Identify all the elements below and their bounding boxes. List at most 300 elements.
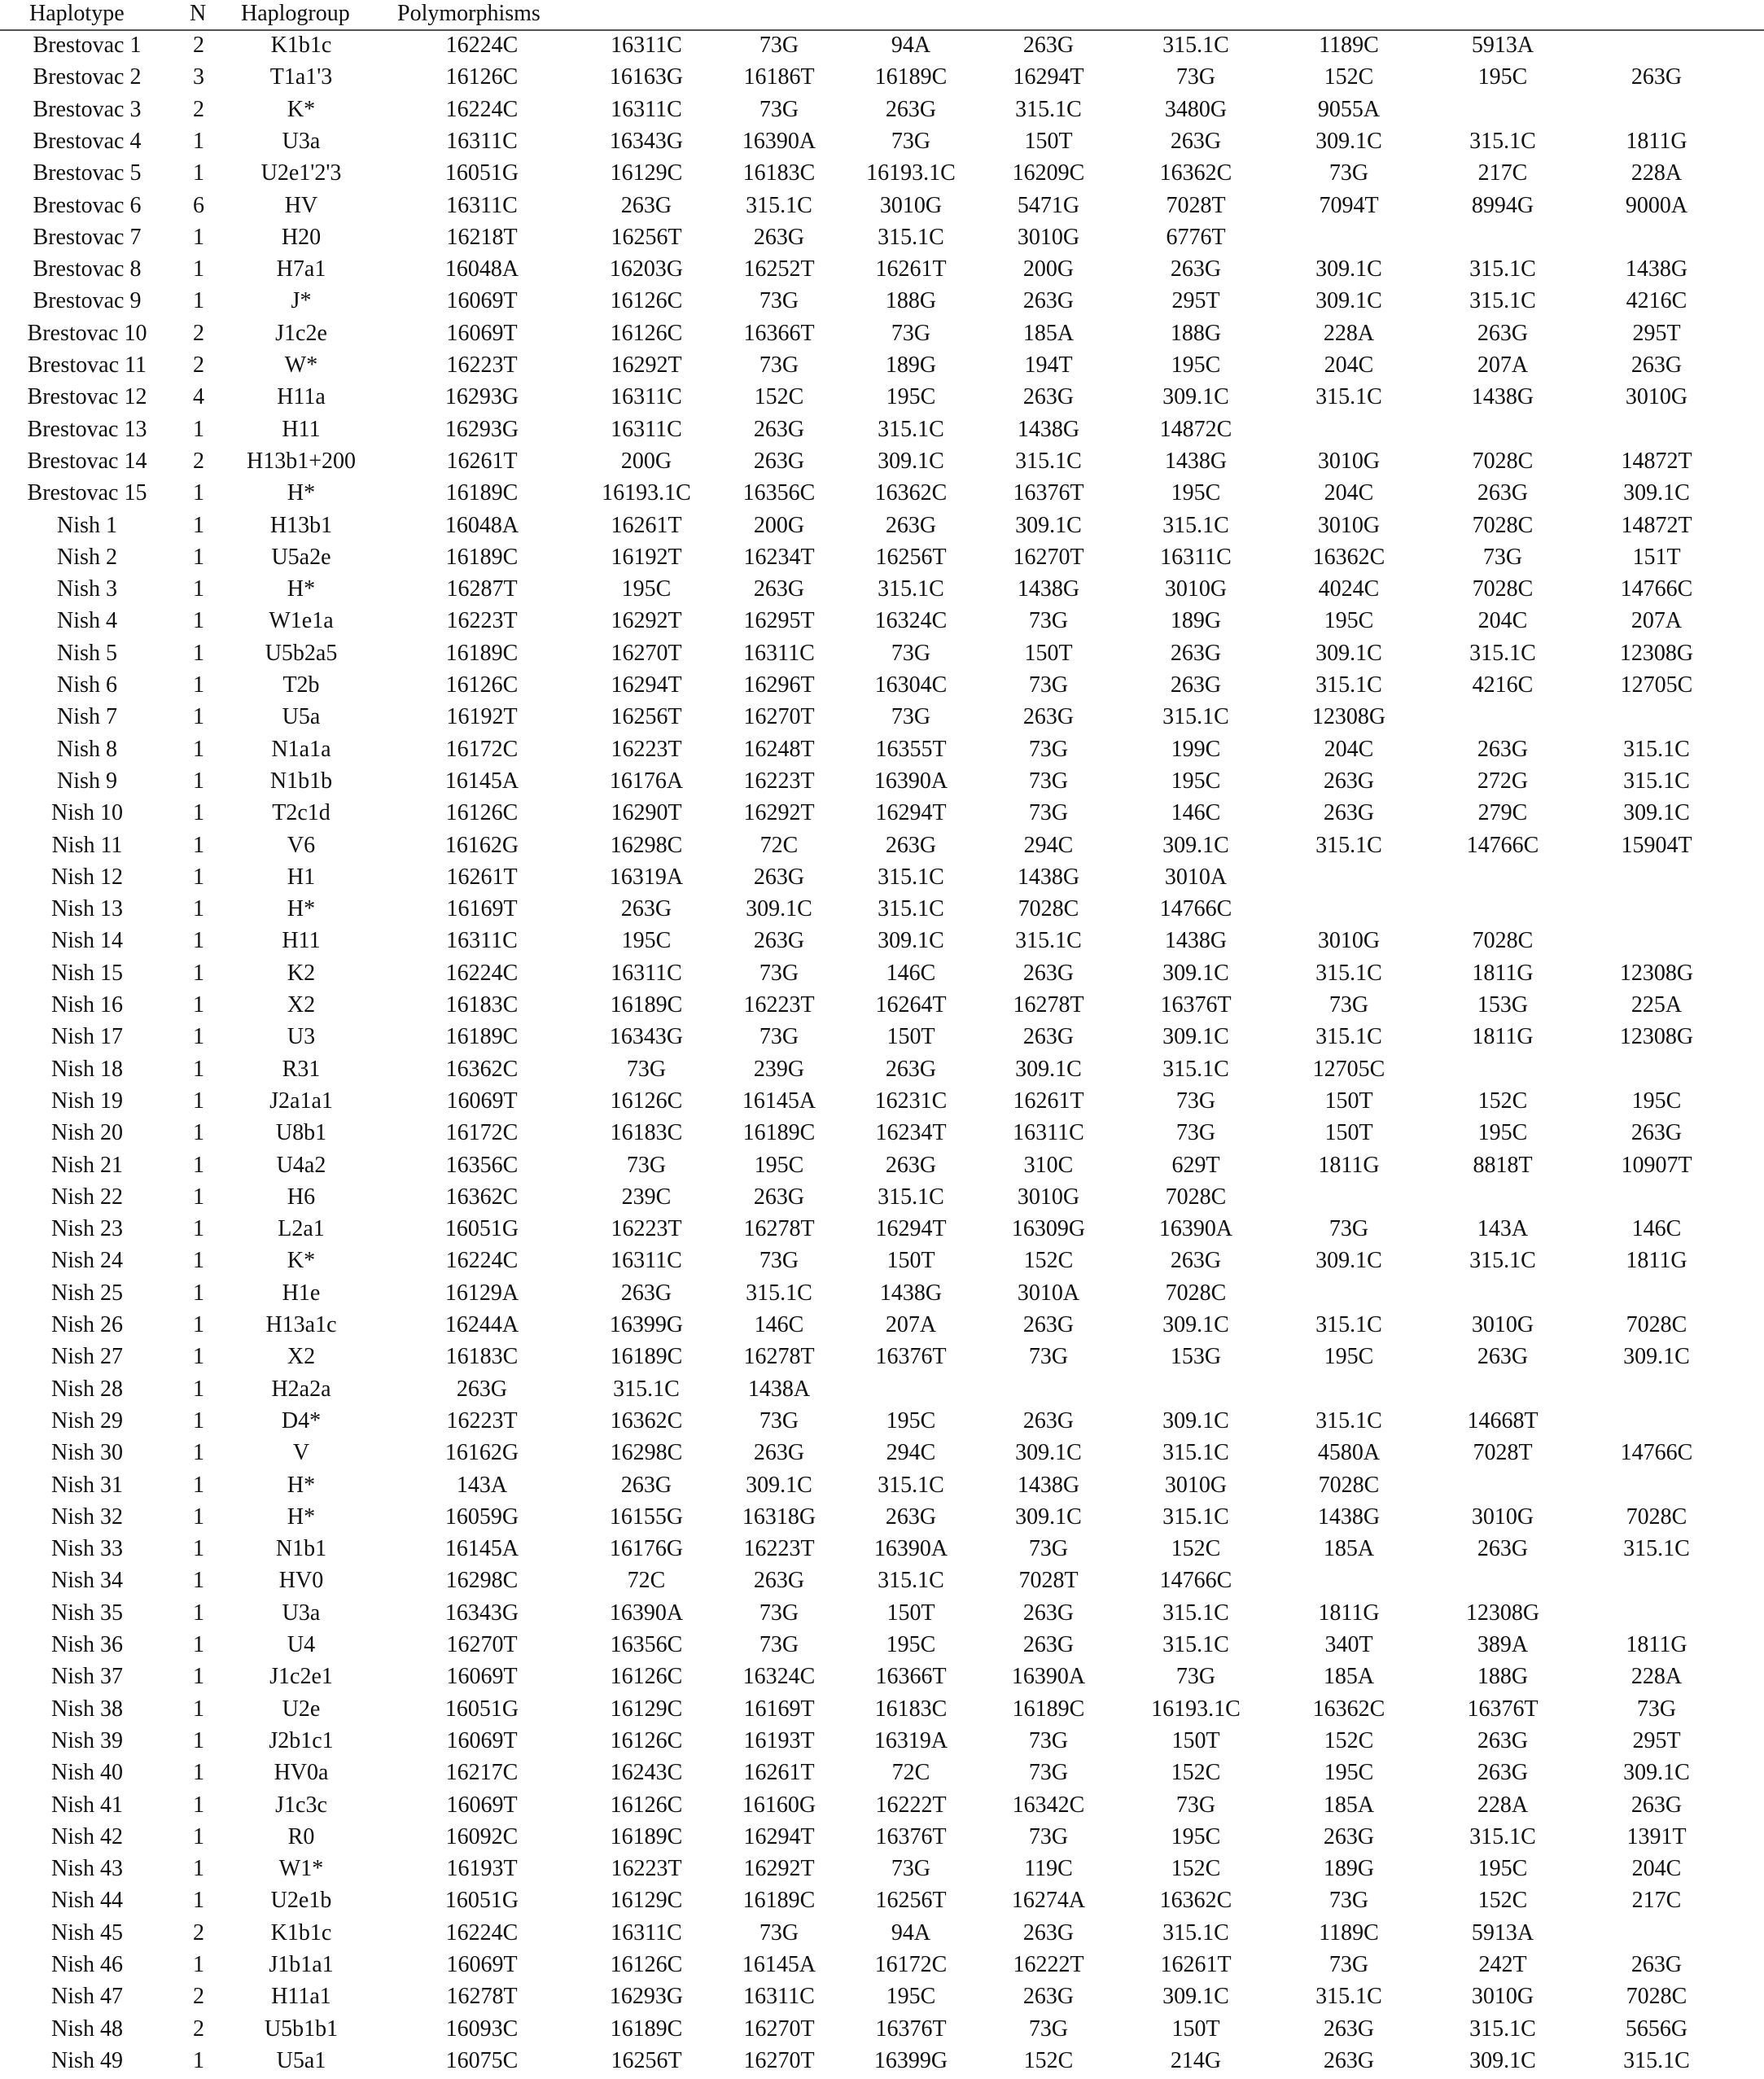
polymorphism-cell: 1438G [1017,864,1080,890]
polymorphism-cell: 14766C [1620,1440,1693,1466]
polymorphism-cell: 73G [1028,1727,1069,1753]
polymorphism-cell: 16293G [444,384,519,410]
haplogroup-cell: U5a1 [276,2047,326,2073]
haplogroup-cell: U4a2 [276,1152,326,1178]
haplotype-cell: Brestovac 2 [33,64,142,90]
n-cell: 4 [193,384,204,410]
polymorphism-cell: 16256T [875,1888,947,1914]
polymorphism-cell: 309.1C [1162,960,1229,986]
table-row [0,925,1764,956]
polymorphism-cell: 73G [1028,768,1069,794]
polymorphism-cell: 152C [1023,2047,1074,2073]
polymorphism-cell: 16390A [609,1600,684,1626]
polymorphism-cell: 16293G [444,416,519,442]
polymorphism-cell: 152C [1477,1088,1528,1114]
polymorphism-cell: 14766C [1159,1568,1232,1594]
n-cell: 1 [193,672,204,698]
polymorphism-cell: 16311C [611,1248,682,1274]
n-cell: 1 [193,768,204,794]
polymorphism-cell: 16362C [1312,544,1385,570]
polymorphism-cell: 1811G [1626,128,1687,154]
polymorphism-cell: 239C [621,1184,672,1210]
table-row [0,1757,1764,1788]
polymorphism-cell: 7028C [1626,1503,1687,1530]
haplotype-cell: Nish 28 [51,1376,123,1402]
polymorphism-cell: 263G [1323,1823,1375,1849]
polymorphism-cell: 14766C [1466,832,1539,858]
table-row [0,1405,1764,1437]
polymorphism-cell: 16162G [444,832,519,858]
haplogroup-cell: U5a2e [271,544,331,570]
polymorphism-cell: 263G [1477,320,1529,346]
polymorphism-cell: 263G [1630,1952,1683,1977]
polymorphism-cell: 189G [1170,608,1222,634]
haplotype-cell: Brestovac 15 [27,480,147,506]
polymorphism-cell: 263G [753,1568,805,1594]
polymorphism-cell: 315.1C [1162,1919,1229,1946]
polymorphism-cell: 16256T [611,704,682,730]
polymorphism-cell: 16390A [873,1536,948,1562]
polymorphism-cell: 16261T [611,512,682,538]
polymorphism-cell: 7028C [1165,1184,1227,1210]
polymorphism-cell: 15904T [1621,832,1692,858]
polymorphism-cell: 73G [1028,608,1069,634]
table-row [0,1469,1764,1501]
polymorphism-cell: 263G [885,1152,937,1178]
polymorphism-cell: 73G [1328,1888,1369,1914]
table-row [0,285,1764,317]
polymorphism-cell: 16362C [1312,1696,1385,1722]
n-cell: 2 [193,320,204,346]
n-cell: 1 [193,800,204,826]
polymorphism-cell: 73G [891,1856,931,1882]
polymorphism-cell: 73G [759,33,799,58]
polymorphism-cell: 16126C [445,800,519,826]
haplogroup-cell: D4* [281,1407,322,1433]
polymorphism-cell: 73G [759,96,799,122]
table-row [0,510,1764,541]
haplogroup-cell: H11 [282,416,321,442]
polymorphism-cell: 16223T [446,1407,518,1433]
polymorphism-cell: 263G [1477,1760,1529,1786]
haplogroup-cell: U2e1b [270,1888,332,1914]
haplotype-cell: Nish 20 [51,1120,123,1146]
n-cell: 1 [193,480,204,506]
haplogroup-cell: W* [284,352,318,378]
polymorphism-cell: 315.1C [1469,256,1536,282]
n-cell: 1 [193,704,204,730]
polymorphism-cell: 1438G [1017,576,1080,602]
haplotype-cell: Nish 17 [51,1024,123,1050]
polymorphism-cell: 315.1C [1162,704,1229,730]
polymorphism-cell: 315.1C [1315,960,1382,986]
polymorphism-cell: 315.1C [1315,1984,1382,2010]
polymorphism-cell: 315.1C [1015,96,1082,122]
polymorphism-cell: 4580A [1317,1440,1381,1466]
polymorphism-cell: 263G [1022,1407,1075,1433]
n-cell: 2 [193,2016,204,2042]
polymorphism-cell: 3010G [1471,1984,1534,2010]
haplotype-cell: Nish 40 [51,1760,123,1786]
haplotype-cell: Nish 11 [51,832,123,858]
n-cell: 1 [193,832,204,858]
polymorphism-cell: 1189C [1319,33,1379,58]
polymorphism-cell: 16311C [611,96,682,122]
polymorphism-cell: 204C [1324,352,1374,378]
polymorphism-cell: 146C [1631,1216,1682,1242]
table-row [0,1245,1764,1276]
polymorphism-cell: 16319A [873,1727,948,1753]
n-cell: 1 [193,1727,204,1753]
polymorphism-cell: 16390A [742,128,816,154]
polymorphism-cell: 315.1C [1623,768,1690,794]
polymorphism-cell: 309.1C [878,928,944,954]
polymorphism-cell: 150T [1171,1727,1220,1753]
polymorphism-cell: 16376T [875,2016,947,2042]
polymorphism-cell: 16278T [1013,992,1084,1018]
table-row [0,317,1764,349]
polymorphism-cell: 1438A [747,1376,811,1402]
polymorphism-cell: 16223T [446,608,518,634]
polymorphism-cell: 16069T [446,1088,518,1114]
polymorphism-cell: 16294T [875,1216,947,1242]
polymorphism-cell: 263G [1323,800,1375,826]
haplogroup-cell: T2b [282,672,320,698]
polymorphism-cell: 315.1C [1162,1503,1229,1530]
polymorphism-cell: 263G [1630,1120,1683,1146]
polymorphism-cell: 16318G [742,1503,816,1530]
polymorphism-cell: 309.1C [1315,256,1382,282]
polymorphism-cell: 315.1C [878,576,944,602]
polymorphism-cell: 1811G [1626,1248,1687,1274]
polymorphism-cell: 309.1C [1015,1440,1082,1466]
table-row [0,445,1764,477]
polymorphism-cell: 16189C [445,1024,519,1050]
polymorphism-cell: 16189C [610,1344,683,1370]
haplogroup-cell: H2a2a [271,1376,331,1402]
polymorphism-cell: 16189C [445,480,519,506]
polymorphism-cell: 16355T [875,736,947,762]
polymorphism-cell: 16278T [446,1984,518,2010]
polymorphism-cell: 3010G [1164,576,1228,602]
polymorphism-cell: 315.1C [878,864,944,890]
table-row [0,29,1764,61]
haplogroup-cell: V6 [287,832,316,858]
polymorphism-cell: 16222T [1013,1952,1084,1977]
polymorphism-cell: 309.1C [1162,1312,1229,1337]
polymorphism-cell: 294C [1023,832,1074,858]
polymorphism-cell: 309.1C [878,448,944,474]
haplotype-cell: Nish 26 [51,1312,123,1337]
n-cell: 1 [193,928,204,954]
n-cell: 1 [193,1503,204,1530]
polymorphism-cell: 150T [1024,128,1073,154]
haplogroup-cell: N1b1b [269,768,333,794]
header-haplogroup: Haplogroup [241,1,350,26]
haplotype-cell: Nish 15 [51,960,123,986]
polymorphism-cell: 16189C [1012,1696,1085,1722]
polymorphism-cell: 14872T [1621,512,1692,538]
polymorphism-cell: 12705C [1620,672,1693,698]
polymorphism-cell: 3010G [879,192,943,218]
polymorphism-cell: 263G [1323,768,1375,794]
polymorphism-cell: 309.1C [1015,512,1082,538]
polymorphism-cell: 16256T [611,224,682,250]
polymorphism-cell: 16069T [446,1664,518,1690]
table-row [0,1085,1764,1117]
polymorphism-cell: 263G [1477,1727,1529,1753]
n-cell: 1 [193,288,204,314]
haplogroup-cell: X2 [287,992,316,1018]
polymorphism-cell: 263G [885,1056,937,1082]
polymorphism-cell: 16243C [610,1760,683,1786]
polymorphism-cell: 16376T [875,1823,947,1849]
polymorphism-cell: 16155G [609,1503,684,1530]
polymorphism-cell: 309.1C [1015,1056,1082,1082]
polymorphism-cell: 16261T [446,864,518,890]
polymorphism-cell: 340T [1324,1632,1373,1657]
polymorphism-cell: 315.1C [1162,33,1229,58]
polymorphism-cell: 3010G [1471,1503,1534,1530]
polymorphism-cell: 16309G [1011,1216,1086,1242]
n-cell: 1 [193,1792,204,1818]
haplogroup-cell: K* [287,1248,316,1274]
polymorphism-cell: 152C [754,384,804,410]
polymorphism-cell: 315.1C [746,192,812,218]
polymorphism-cell: 16292T [611,352,682,378]
polymorphism-cell: 7028C [1472,928,1534,954]
polymorphism-cell: 7028T [1018,1568,1079,1594]
n-cell: 1 [193,1344,204,1370]
haplotype-cell: Brestovac 4 [33,128,142,154]
polymorphism-cell: 16126C [610,1792,683,1818]
polymorphism-cell: 279C [1477,800,1528,826]
polymorphism-cell: 153G [1477,992,1529,1018]
polymorphism-cell: 228A [1630,160,1683,186]
polymorphism-cell: 16183C [610,1120,683,1146]
polymorphism-cell: 16223T [611,736,682,762]
polymorphism-cell: 16362C [445,1056,519,1082]
polymorphism-cell: 309.1C [1315,640,1382,666]
haplogroup-cell: V [292,1440,310,1466]
haplogroup-cell: H* [287,576,316,602]
polymorphism-cell: 16390A [1011,1664,1086,1690]
polymorphism-cell: 1189C [1319,1919,1379,1946]
table-header [0,0,1764,31]
polymorphism-cell: 263G [1477,736,1529,762]
haplotype-cell: Brestovac 5 [33,160,142,186]
haplotype-cell: Brestovac 14 [27,448,147,474]
polymorphism-cell: 7028C [1626,1312,1687,1337]
haplotype-cell: Nish 41 [51,1792,123,1818]
polymorphism-cell: 315.1C [1469,1248,1536,1274]
haplogroup-cell: U8b1 [275,1120,327,1146]
n-cell: 1 [193,1888,204,1914]
polymorphism-cell: 16048A [444,256,519,282]
polymorphism-cell: 263G [1022,1984,1075,2010]
polymorphism-cell: 16362C [445,1184,519,1210]
haplogroup-cell: W1e1a [269,608,334,634]
polymorphism-cell: 16186T [743,64,815,90]
n-cell: 1 [193,864,204,890]
haplotype-cell: Nish 34 [51,1568,123,1594]
haplogroup-cell: H* [287,896,316,922]
polymorphism-cell: 16209C [1012,160,1085,186]
polymorphism-cell: 194T [1024,352,1073,378]
polymorphism-cell: 16189C [445,544,519,570]
polymorphism-cell: 16192T [611,544,682,570]
polymorphism-cell: 16270T [611,640,682,666]
polymorphism-cell: 16376T [1013,480,1084,506]
polymorphism-cell: 16274A [1011,1888,1086,1914]
polymorphism-cell: 195C [1171,480,1221,506]
polymorphism-cell: 73G [759,960,799,986]
polymorphism-cell: 16270T [743,704,815,730]
table-row [0,893,1764,925]
polymorphism-cell: 16069T [446,1792,518,1818]
haplotype-cell: Nish 42 [51,1823,123,1849]
polymorphism-cell: 195C [886,1632,936,1657]
polymorphism-cell: 195C [1171,352,1221,378]
polymorphism-cell: 73G [891,704,931,730]
n-cell: 1 [193,544,204,570]
polymorphism-cell: 188G [1477,1664,1529,1690]
n-cell: 1 [193,576,204,602]
polymorphism-cell: 315.1C [746,1280,812,1306]
polymorphism-cell: 16126C [445,672,519,698]
polymorphism-cell: 3010G [1017,224,1080,250]
polymorphism-cell: 204C [1324,480,1374,506]
polymorphism-cell: 73G [759,1024,799,1050]
table-row [0,1181,1764,1213]
polymorphism-cell: 1438G [879,1280,943,1306]
polymorphism-cell: 73G [1028,1344,1069,1370]
haplogroup-cell: T2c1d [272,800,330,826]
polymorphism-cell: 16069T [446,320,518,346]
polymorphism-cell: 16287T [446,576,518,602]
polymorphism-cell: 263G [620,192,672,218]
polymorphism-cell: 1811G [1318,1600,1380,1626]
table-row [0,541,1764,573]
polymorphism-cell: 16366T [875,1664,947,1690]
table-row [0,1949,1764,1981]
polymorphism-cell: 73G [1175,1792,1216,1818]
haplogroup-cell: H11a [277,384,326,410]
polymorphism-cell: 16311C [446,928,518,954]
polymorphism-cell: 7028C [1318,1472,1380,1498]
polymorphism-cell: 315.1C [1315,1312,1382,1337]
polymorphism-cell: 3010A [1017,1280,1080,1306]
polymorphism-cell: 315.1C [878,224,944,250]
polymorphism-cell: 315.1C [1469,2016,1536,2042]
polymorphism-cell: 14872T [1621,448,1692,474]
polymorphism-cell: 310C [1023,1152,1074,1178]
n-cell: 1 [193,1600,204,1626]
haplogroup-cell: J1b1a1 [269,1952,334,1977]
polymorphism-cell: 16294T [875,800,947,826]
polymorphism-cell: 16189C [610,2016,683,2042]
n-cell: 1 [193,1280,204,1306]
polymorphism-cell: 8994G [1471,192,1534,218]
n-cell: 1 [193,992,204,1018]
polymorphism-cell: 16193.1C [602,480,691,506]
table-row [0,1725,1764,1757]
polymorphism-cell: 73G [759,1632,799,1657]
haplotype-cell: Nish 19 [51,1088,123,1114]
polymorphism-cell: 16343G [609,128,684,154]
n-cell: 1 [193,256,204,282]
polymorphism-cell: 1811G [1626,1632,1687,1657]
polymorphism-cell: 16145A [444,768,519,794]
polymorphism-cell: 195C [1477,64,1528,90]
polymorphism-cell: 73G [1175,64,1216,90]
polymorphism-cell: 16223T [611,1856,682,1882]
polymorphism-cell: 16399G [873,2047,948,2073]
polymorphism-cell: 16189C [445,640,519,666]
n-cell: 1 [193,1152,204,1178]
haplogroup-cell: H11 [282,928,321,954]
polymorphism-cell: 263G [1323,2016,1375,2042]
table-row [0,829,1764,861]
haplotype-cell: Nish 46 [51,1952,123,1977]
polymorphism-cell: 315.1C [1315,1407,1382,1433]
polymorphism-cell: 153G [1170,1344,1222,1370]
haplogroup-cell: R0 [287,1823,315,1849]
polymorphism-cell: 16224C [445,1248,519,1274]
n-cell: 1 [193,1024,204,1050]
polymorphism-cell: 16293G [609,1984,684,2010]
n-cell: 2 [193,1984,204,2010]
haplotype-cell: Nish 18 [51,1056,123,1082]
polymorphism-cell: 309.1C [1315,128,1382,154]
haplotype-cell: Nish 9 [57,768,117,794]
polymorphism-cell: 16193.1C [1151,1696,1241,1722]
polymorphism-cell: 207A [885,1312,937,1337]
haplotype-cell: Nish 21 [51,1152,123,1178]
polymorphism-cell: 315.1C [1162,1056,1229,1082]
polymorphism-cell: 16189C [610,1823,683,1849]
polymorphism-cell: 16311C [1013,1120,1084,1146]
polymorphism-cell: 295T [1171,288,1220,314]
table-row [0,1565,1764,1596]
haplogroup-cell: HV0a [274,1760,329,1786]
polymorphism-cell: 1811G [1472,960,1534,986]
haplotype-cell: Brestovac 1 [33,33,142,58]
polymorphism-cell: 16051G [444,1696,519,1722]
polymorphism-cell: 16264T [875,992,947,1018]
polymorphism-cell: 263G [753,416,805,442]
polymorphism-cell: 72C [627,1568,666,1594]
table-row [0,1884,1764,1916]
haplotype-cell: Nish 22 [51,1184,123,1210]
polymorphism-cell: 309.1C [1469,2047,1536,2073]
polymorphism-cell: 16092C [445,1823,519,1849]
polymorphism-cell: 16223T [743,1536,815,1562]
polymorphism-cell: 263G [456,1376,508,1402]
haplogroup-cell: U5b1b1 [264,2016,339,2042]
haplotype-cell: Brestovac 13 [27,416,147,442]
polymorphism-cell: 315.1C [1015,448,1082,474]
haplogroup-cell: K1b1c [270,1919,332,1946]
polymorphism-cell: 315.1C [878,1472,944,1498]
polymorphism-cell: 185A [1022,320,1075,346]
polymorphism-cell: 263G [620,896,672,922]
table-row [0,797,1764,829]
polymorphism-cell: 16145A [444,1536,519,1562]
polymorphism-cell: 263G [1170,256,1222,282]
polymorphism-cell: 16059G [444,1503,519,1530]
haplotype-cell: Nish 43 [51,1856,123,1882]
